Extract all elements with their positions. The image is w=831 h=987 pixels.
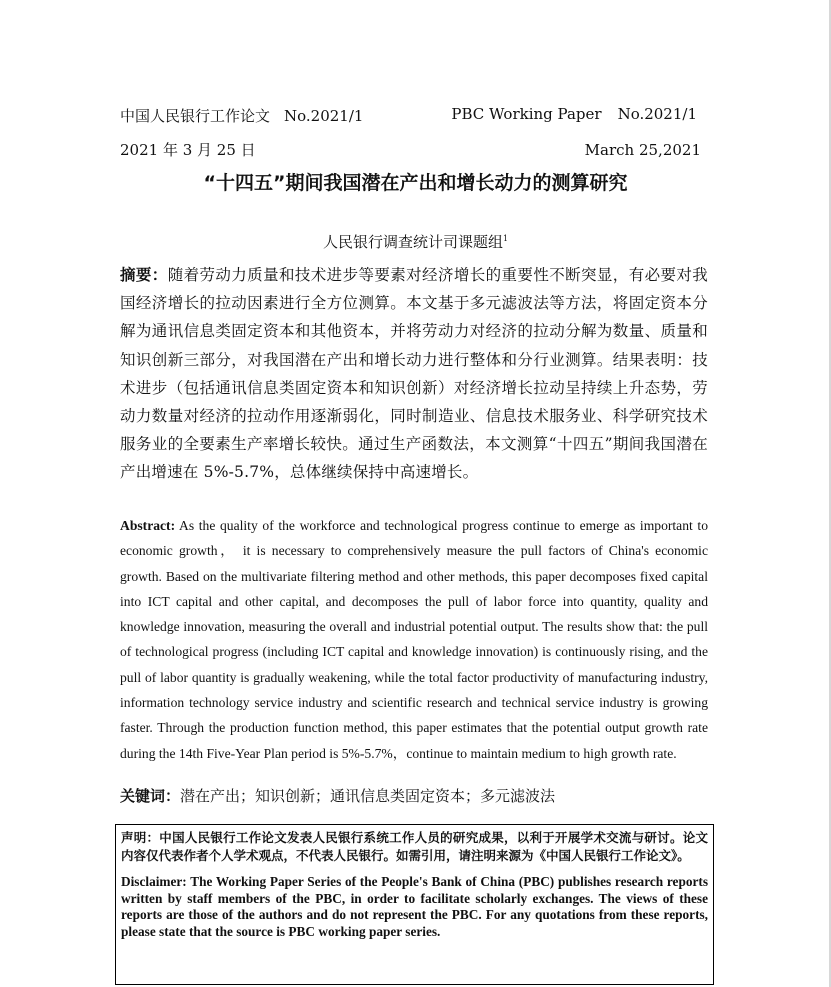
keywords-text: 潜在产出；知识创新；通讯信息类固定资本；多元滤波法	[180, 787, 556, 805]
author-name: 人民银行调查统计司课题组	[322, 233, 503, 251]
abstract-cn-label: 摘要：	[120, 266, 168, 284]
paper-title: “十四五”期间我国潜在产出和增长动力的测算研究	[203, 172, 628, 194]
header-cn-series-line	[120, 107, 363, 125]
header-en-series-line	[451, 105, 697, 123]
author-line	[0, 229, 831, 252]
header-en-number: No.2021/1	[617, 105, 697, 123]
abstract-en	[120, 513, 708, 766]
header-cn-date: 2021 年 3 月 25 日	[120, 141, 256, 159]
abstract-cn-text: 随着劳动力质量和技术进步等要素对经济增长的重要性不断突显，有必要对我国经济增长的拉动因素进行全方位测算。本文基于多元滤波法等方法，将固定资本分解为通讯信息类固定资本和其他资本，并将劳动力对经济的拉动分解为数量、质量和知识创新三部分，对我国潜在产出和增长动力进行整体和分行业测算。结果表明：技术进步（包括通讯信息类固定资本和知识创新）对经济增长拉动呈持续上升态势，劳动力数量对经济的拉动作用逐渐弱化，同时制造业、信息技术服务业、科学研究技术服务业的全要素生产率增长较快。通过生产函数法，本文测算“十四五”期间我国潜在产出增速在 5%-5.7%，总体继续保持中高速增长。	[120, 266, 708, 482]
disclaimer-en: Disclaimer: The Working Paper Series of the People's Bank of China (PBC) publishes research reports written by staff members of the PBC, in order to facilitate scholarly exchanges. The views of these reports are those of the authors and do not represent the PBC. For any quotations from these reports, please state that the source is PBC working paper series.	[121, 874, 708, 939]
abstract-cn	[120, 261, 708, 487]
header-en-date: March 25,2021	[584, 141, 701, 159]
disclaimer-cn: 声明：中国人民银行工作论文发表人民银行系统工作人员的研究成果，以利于开展学术交流与研讨。论文内容仅代表作者个人学术观点，不代表人民银行。如需引用，请注明来源为《中国人民银行工作论文》。	[121, 830, 708, 863]
author-footnote-mark: 1	[502, 234, 509, 243]
header-en-series: PBC Working Paper	[451, 105, 602, 123]
header-cn-number: No.2021/1	[284, 107, 364, 125]
abstract-en-label: Abstract:	[120, 518, 176, 533]
abstract-en-text: As the quality of the workforce and technological progress continue to emerge as important to economic growth， it is necessary to comprehensively measure the pull factors of China's economic growth. Based on the multivariate filtering method and other methods, this paper decomposes fixed capital into ICT capital and other capital, and decomposes the pull of labor force into quantity, quality and knowledge innovation, measuring the overall and industrial potential output. The results show that: the pull of technological progress (including ICT capital and knowledge innovation) is continuously rising, and the pull of labor quantity is gradually weakening, while the total factor productivity of manufacturing industry, information technology service industry and scientific research and technical service industry is growing faster. Through the production function method, this paper estimates that the potential output growth rate during the 14th Five-Year Plan period is 5%-5.7%，continue to maintain medium to high growth rate.	[120, 518, 708, 761]
keywords	[120, 786, 708, 806]
header-cn-series: 中国人民银行工作论文	[120, 107, 271, 125]
keywords-label: 关键词：	[120, 787, 181, 805]
disclaimer-box	[115, 824, 714, 985]
